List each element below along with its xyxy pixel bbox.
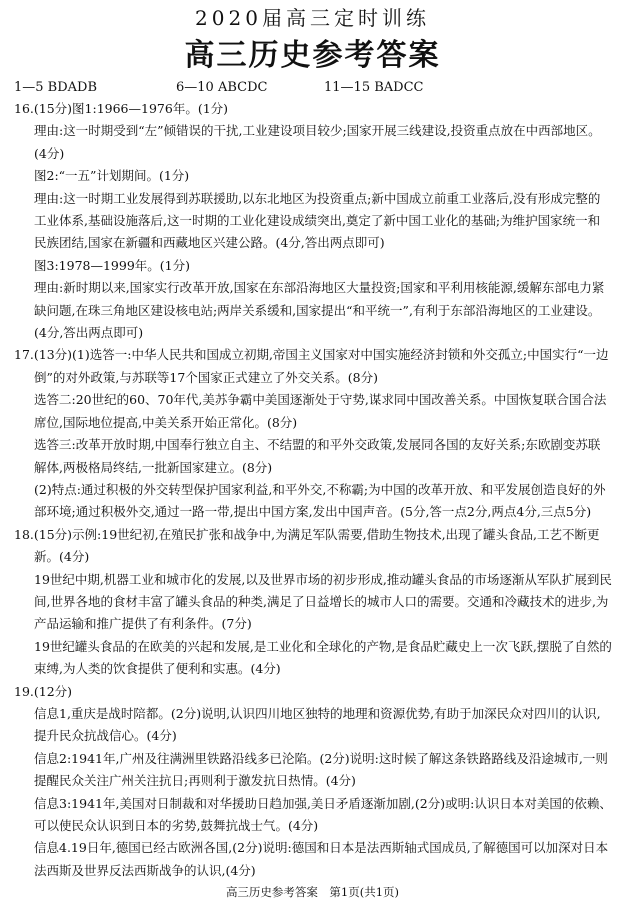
q19-info-4: 信息4.19日年,德国已经古欧洲各国,(2分)说明:德国和日本是法西斯轴式国成员,了解德国可以加深对日本法西斯及世界反法西斯战争的认识,(4分) [34, 840, 609, 878]
q18-heading: 18.(15分)示例:19世纪初,在殖民扩张和战争中,为满足军队需要,借助生物技术,出现了罐头食品,工艺不断更新。(4分) [14, 526, 600, 565]
q16-figure-2: 图2:“一五”计划期间。(1分) [34, 168, 190, 184]
q17-option-1: 17.(13分)(1)选答一:中华人民共和国成立初期,帝国主义国家对中国实施经济封锁和外交孤立;中国实行“一边倒”的对外政策,与苏联等17个国家正式建立了外交关系。(8分) [14, 347, 609, 385]
answer-group-2: 6—10 ABCDC [176, 80, 268, 95]
q17-option-2: 选答二:20世纪的60、70年代,美苏争霸中美国逐渐处于守势,谋求同中国改善关系。中国恢复联合国合法席位,国际地位提高,中美关系开始正常化。(8分) [34, 392, 607, 430]
q18-para-3: 19世纪罐头食品的在欧美的兴起和发展,是工业化和全球化的产物,是食品贮藏史上一次飞跃,摆脱了自然的束缚,为人类的饮食提供了便利和实惠。(4分) [34, 638, 612, 677]
q17-part-2: (2)特点:通过积极的外交转型保护国家利益,和平外交,不称霸;为中国的改革开放、和平发展创造良好的外部环境;通过积极外交,通过一路一带,提出中国方案,发出中国声音。(5分,答一点2分,两点4分,三点5分) [34, 481, 606, 520]
q17-option-3: 选答三:改革开放时期,中国奉行独立自主、不结盟的和平外交政策,发展同各国的友好关系;东欧剧变苏联解体,两极格局终结,一批新国家建立。(8分) [34, 437, 601, 475]
q18-para-2: 19世纪中期,机器工业和城市化的发展,以及世界市场的初步形成,推动罐头食品的市场逐渐从军队扩展到民间,世界各地的食材丰富了罐头食品的种类,满足了日益增长的城市人口的需要。交通和冷藏技术的进步,为产品运输和推广提供了有利条件。(7分) [34, 571, 612, 632]
q16-figure-3: 图3:1978—1999年。(1分) [34, 257, 190, 273]
q19-heading: 19.(12分) [14, 683, 73, 699]
q16-heading: 16.(15分)图1:1966—1976年。(1分) [14, 101, 229, 116]
q19-info-3: 信息3:1941年,美国对日制裁和对华援助日趋加强,美日矛盾逐渐加剧,(2分)或明:认识日本对美国的依赖、可以使民众认识到日本的劣势,鼓舞抗战士气。(4分) [34, 795, 612, 833]
document-title: 高三历史参考答案 [184, 38, 441, 73]
answer-group-3: 11—15 BADCC [324, 80, 424, 95]
q19-info-1: 信息1,重庆是战时陪都。(2分)说明,认识四川地区独特的地理和资源优势,有助于加深民众对四川的认识,提升民众抗战信心。(4分) [34, 705, 601, 744]
page-footer: 高三历史参考答案 第1页(共1页) [225, 885, 400, 899]
q19-info-2: 信息2:1941年,广州及往满洲里铁路沿线多已沦陷。(2分)说明:这时候了解这条铁路路线及沿途城市,一则提醒民众关注广州关注抗日;再则利于激发抗日热情。(4分) [34, 750, 608, 789]
q16-reason-3: 理由:新时期以来,国家实行改革开放,国家在东部沿海地区大量投资;国家和平利用核能源,缓解东部电力紧缺问题,在珠三角地区建设核电站;两岸关系缓和,国家提出“和平统一”,有利于东部沿海地区的工业建设。(4分,答出两点即可) [34, 280, 605, 341]
exam-title: 2020届高三定时训练 [195, 6, 430, 30]
answer-content [14, 98, 612, 882]
q16-reason-1: 理由:这一时期受到“左”倾错误的干扰,工业建设项目较少;国家开展三线建设,投资重点放在中西部地区。(4分) [34, 123, 601, 161]
q16-reason-2: 理由:这一时期工业发展得到苏联援助,以东北地区为投资重点;新中国成立前重工业落后,没有形成完整的工业体系,基础设施落后,这一时期的工业化建设成绩突出,奠定了新中国工业化的基础;为维护国家统一和民族团结,国家在新疆和西藏地区兴建公路。(4分,答出两点即可) [34, 190, 601, 251]
answer-group-1: 1—5 BDADB [14, 80, 98, 95]
